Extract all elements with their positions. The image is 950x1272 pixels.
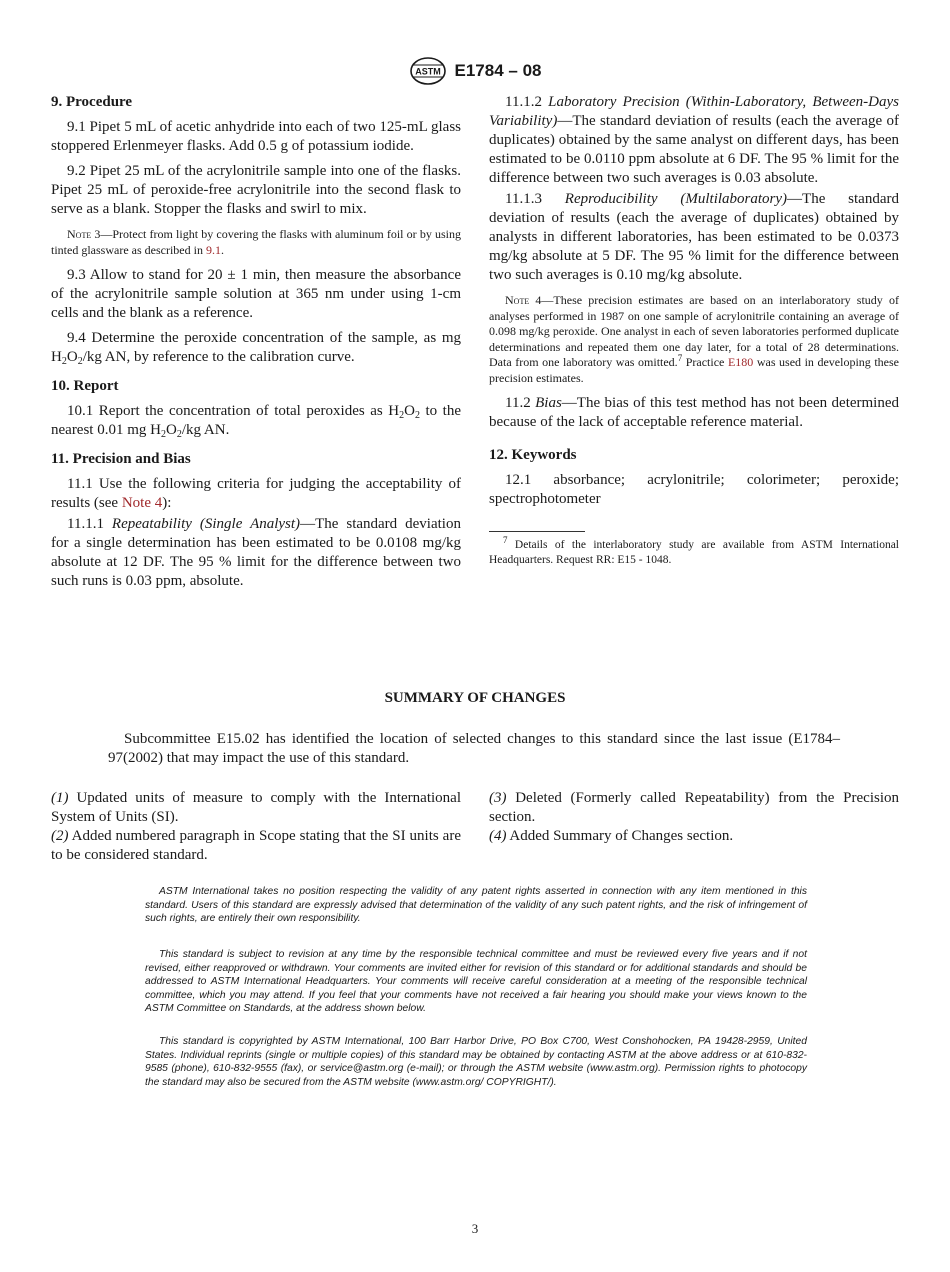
section-11-heading: 11. Precision and Bias: [51, 451, 191, 467]
section-9-heading: 9. Procedure: [51, 94, 133, 110]
paragraph-9-4: 9.4 Determine the peroxide concentration of the sample, as mg $H_2O_2/kg$ AN, by reference to the calibration curve.: [51, 330, 461, 367]
page-header: [0, 56, 950, 86]
legal-patent-notice: ASTM International takes no position respecting the validity of any patent rights asserted in connection with any item mentioned in this standard. Users of this standard are expressly advised that determination of the validity of any such patent rights, and the risk of infringement of such rights, are entirely their own responsibility.: [145, 886, 807, 925]
change-item: (1) Updated units of measure to comply with the International System of Units (SI).: [51, 790, 461, 825]
paragraph-11-1-2: 11.1.2 Laboratory Precision (Within-Laboratory, Between-Days Variability)—The standard deviation of results (each the average of duplicates) obtained by the same analyst on different days, has been estimated to be 0.0110 ppm absolute at 6 DF. The 95 % limit for the difference between two such averages is 0.03 absolute.: [489, 94, 899, 186]
paragraph-9-1: 9.1 Pipet 5 mL of acetic anhydride into each of two 125-mL glass stoppered Erlenmeyer flasks. Add 0.5 g of potassium iodide.: [51, 119, 461, 154]
summary-title: SUMMARY OF CHANGES: [384, 690, 566, 706]
change-item: (4) Added Summary of Changes section.: [489, 828, 734, 844]
footnote-7: $^7$ Details of the interlaboratory study are available from ASTM International Headquarters. Request RR: E15 - 1048.: [489, 535, 899, 566]
svg-text:ASTM: ASTM: [414, 66, 441, 77]
change-item: (3) Deleted (Formerly called Repeatability) from the Precision section.: [489, 790, 899, 825]
paragraph-11-1-3: 11.1.3 Reproducibility (Multilaboratory)—The standard deviation of results (each the average of duplicates) obtained by analysts in different laboratories, has been estimated to be 0.0373 mg/kg absolute at 5 DF. The 95 % limit for the difference between two such averages is 0.10 mg/kg absolute.: [489, 191, 899, 283]
change-item: (2) Added numbered paragraph in Scope stating that the SI units are to be considered standard.: [51, 828, 461, 863]
astm-logo: [409, 56, 447, 86]
link-e180[interactable]: E180: [727, 355, 754, 369]
section-10-heading: 10. Report: [51, 378, 119, 394]
paragraph-11-1: 11.1 Use the following criteria for judging the acceptability of results (see Note 4):: [51, 476, 461, 511]
paragraph-10-1: 10.1 Report the concentration of total peroxides as $H_2O_2$ to the nearest 0.01 mg $H_2O_2/kg$ AN.: [51, 403, 461, 440]
changes-right-column: [489, 789, 899, 846]
note-4: Note 4—These precision estimates are based on an interlaboratory study of analyses performed in 1987 on one sample of acrylonitrile containing an average of 0.098 mg/kg peroxide. One analyst in each of seven laboratories performed duplicate determinations and repeated them one day later, for a total of 28 determinations. Data from one laboratory was omitted.$^7$ Practice E180 was used in developing these precision estimates.: [489, 293, 899, 385]
paragraph-11-2: 11.2 Bias—The bias of this test method has not been determined because of the lack of acceptable reference material.: [489, 395, 900, 430]
paragraph-9-2: 9.2 Pipet 25 mL of the acrylonitrile sample into one of the flasks. Pipet 25 mL of peroxide-free acrylonitrile into the second flask to serve as a blank. Stopper the flasks and swirl to mix.: [51, 163, 461, 217]
left-column: [51, 93, 461, 597]
page-number: 3: [471, 1221, 479, 1236]
paragraph-9-3: 9.3 Allow to stand for 20 ± 1 min, then measure the absorbance of the acrylonitrile sample solution at 365 nm under using 1-cm cells and the blank as a reference.: [51, 267, 461, 321]
note-3: Note 3—Protect from light by covering the flasks with aluminum foil or by using tinted glassware as described in 9.1.: [51, 227, 461, 257]
summary-intro: Subcommittee E15.02 has identified the location of selected changes to this standard since the last issue (E1784–97(2002) that may impact the use of this standard.: [108, 731, 840, 766]
footnote-divider: [489, 531, 585, 532]
section-12-heading: 12. Keywords: [489, 447, 577, 463]
changes-left-column: [51, 789, 461, 865]
document-id: E1784 – 08: [454, 61, 542, 80]
right-column: [489, 93, 899, 568]
legal-copyright-notice: This standard is copyrighted by ASTM International, 100 Barr Harbor Drive, PO Box C700, West Conshohocken, PA 19428-2959, United States. Individual reprints (single or multiple copies) of this standard may be obtained by contacting ASTM at the above address or at 610-832-9585 (phone), 610-832-9555 (fax), or service@astm.org (e-mail); or through the ASTM website (www.astm.org). Permission rights to photocopy the standard may also be secured from the ASTM website (www.astm.org/ COPYRIGHT/).: [145, 1036, 807, 1088]
paragraph-11-1-1: 11.1.1 Repeatability (Single Analyst)—The standard deviation for a single determination has been estimated to be 0.0108 mg/kg absolute at 12 DF. The 95 % limit for the difference between two such runs is 0.03 ppm, absolute.: [51, 516, 461, 589]
link-note-4[interactable]: Note 4: [121, 495, 163, 511]
legal-revision-notice: This standard is subject to revision at any time by the responsible technical committee and must be reviewed every five years and if not revised, either reapproved or withdrawn. Your comments are invited either for revision of this standard or for additional standards and should be addressed to ASTM International Headquarters. Your comments will receive careful consideration at a meeting of the responsible technical committee, which you may attend. If you feel that your comments have not received a fair hearing you should make your views known to the ASTM Committee on Standards, at the address shown below.: [145, 949, 807, 1015]
link-9-1[interactable]: 9.1: [205, 242, 221, 257]
paragraph-12-1: 12.1 absorbance; acrylonitrile; colorimeter; peroxide; spectrophotometer: [489, 472, 899, 507]
